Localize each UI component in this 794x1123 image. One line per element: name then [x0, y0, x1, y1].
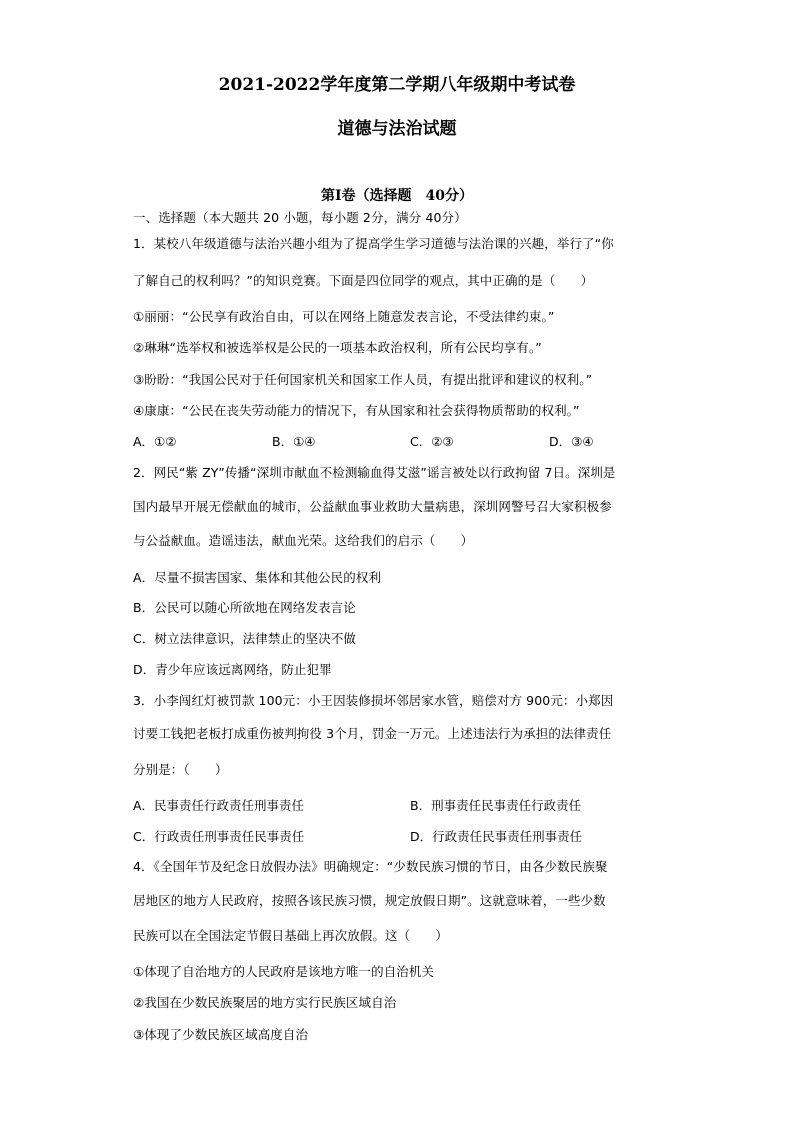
exam-title: 2021-2022学年度第二学期八年级期中考试卷: [218, 75, 576, 95]
section-title: 第I卷（选择题 40分）: [320, 188, 474, 204]
q1-option-d: D．③④: [549, 434, 594, 449]
q3-stem-line1: 3．小李闯红灯被罚款 100元：小王因装修损坏邻居家水管，赔偿对方 900元：小郑因: [133, 693, 614, 708]
q4-stem-line2: 居地区的地方人民政府，按照各该民族习惯，规定放假日期”。这就意味着，一些少数: [133, 893, 606, 908]
q1-option-c: C．②③: [410, 434, 454, 449]
q2-option-d: D．青少年应该远离网络，防止犯罪: [133, 662, 332, 677]
q2-stem-line3: 与公益献血。造谣违法，献血光荣。这给我们的启示（ ）: [133, 533, 474, 548]
q4-stem-line3: 民族可以在全国法定节假日基础上再次放假。这（ ）: [133, 928, 449, 943]
q4-statement-1: ①体现了自治地方的人民政府是该地方唯一的自治机关: [133, 964, 435, 979]
q2-option-b: B．公民可以随心所欲地在网络发表言论: [133, 600, 356, 615]
q1-option-b: B．①④: [272, 434, 316, 449]
q4-stem-line1: 4．《全国年节及纪念日放假办法》明确规定：“少数民族习惯的节日，由各少数民族聚: [133, 859, 608, 874]
q2-stem-line2: 国内最早开展无偿献血的城市，公益献血事业救助大量病患，深圳网警号召大家积极参: [133, 499, 612, 514]
q1-stem-line1: 1．某校八年级道德与法治兴趣小组为了提高学生学习道德与法治课的兴趣，举行了“你: [133, 236, 614, 251]
q2-option-a: A．尽量不损害国家、集体和其他公民的权利: [133, 570, 382, 585]
q2-stem-line1: 2．网民“紫 ZY”传播“深圳市献血不检测输血得艾滋”谣言被处以行政拘留 7日。深圳是: [133, 465, 616, 480]
q4-statement-2: ②我国在少数民族聚居的地方实行民族区域自治: [133, 995, 397, 1010]
q1-option-a: A．①②: [133, 434, 177, 449]
q3-option-c: C．行政责任刑事责任民事责任: [133, 829, 305, 844]
q3-stem-line3: 分别是：（ ）: [133, 762, 228, 777]
q1-statement-1: ①丽丽：“公民享有政治自由，可以在网络上随意发表言论，不受法律约束。”: [133, 309, 555, 324]
q1-statement-4: ④康康：“公民在丧失劳动能力的情况下，有从国家和社会获得物质帮助的权利。”: [133, 403, 580, 418]
q1-statement-2: ②琳琳“选举权和被选举权是公民的一项基本政治权利，所有公民均享有。”: [133, 340, 542, 355]
q3-option-a: A．民事责任行政责任刑事责任: [133, 798, 305, 813]
q3-stem-line2: 讨要工钱把老板打成重伤被判拘役 3个月，罚金一万元。上述违法行为承担的法律责任: [133, 726, 612, 741]
q1-statement-3: ③盼盼：“我国公民对于任何国家机关和国家工作人员，有提出批评和建议的权利。”: [133, 372, 593, 387]
q4-statement-3: ③体现了少数民族区域高度自治: [133, 1027, 309, 1042]
exam-subject: 道德与法治试题: [337, 119, 457, 139]
q1-stem-line2: 了解自己的权利吗？”的知识竞赛。下面是四位同学的观点，其中正确的是（ ）: [133, 273, 594, 288]
q2-option-c: C．树立法律意识，法律禁止的坚决不做: [133, 631, 357, 646]
q3-option-d: D．行政责任民事责任刑事责任: [410, 829, 583, 844]
q3-option-b: B．刑事责任民事责任行政责任: [410, 798, 582, 813]
section-instructions: 一、选择题（本大题共 20 小题，每小题 2分，满分 40分）: [133, 210, 467, 225]
